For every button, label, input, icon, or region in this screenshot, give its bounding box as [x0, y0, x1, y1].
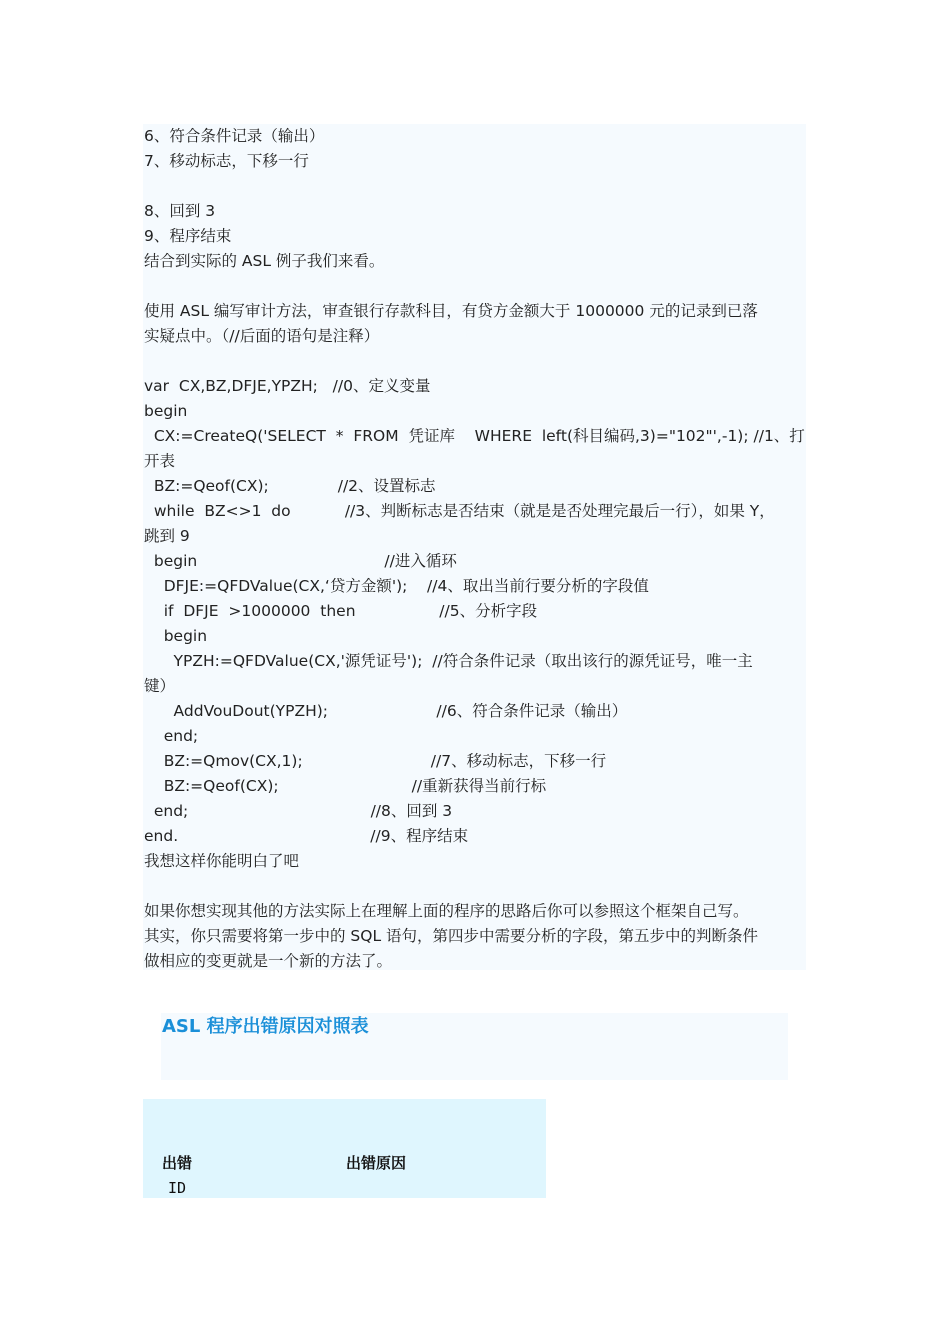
text-line: 结合到实际的 ASL 例子我们来看。 [144, 252, 385, 270]
text-line: AddVouDout(YPZH); //6、符合条件记录（输出） [144, 702, 628, 720]
text-line: end; //8、回到 3 [144, 802, 453, 820]
table-header-id: ID [168, 1179, 187, 1197]
table-header-error: 出错 [162, 1154, 193, 1172]
text-line: 6、符合条件记录（输出） [144, 127, 325, 145]
text-line: 开表 [144, 452, 176, 470]
text-line: CX:=CreateQ('SELECT * FROM 凭证库 WHERE left(科目编码,3)="102"',-1); //1、打 [144, 427, 805, 445]
text-line: end. //9、程序结束 [144, 827, 469, 845]
text-line: begin [144, 627, 208, 645]
text-line: 8、回到 3 [144, 202, 216, 220]
text-line: while BZ<>1 do //3、判断标志是否结束（就是是否处理完最后一行），如果 Y， [144, 502, 775, 520]
text-line: 键） [144, 677, 176, 695]
text-line: begin [144, 402, 188, 420]
text-line: 7、移动标志，下移一行 [144, 152, 309, 170]
error-table [143, 1099, 546, 1198]
text-line: 跳到 9 [144, 527, 190, 545]
text-line: end; [144, 727, 199, 745]
text-line: 9、程序结束 [144, 227, 232, 245]
text-line: BZ:=Qeof(CX); //重新获得当前行标 [144, 777, 547, 795]
text-line: if DFJE >1000000 then //5、分析字段 [144, 602, 538, 620]
text-line: 做相应的变更就是一个新的方法了。 [144, 952, 393, 970]
section-heading: ASL 程序出错原因对照表 [162, 1016, 369, 1037]
text-line: DFJE:=QFDValue(CX,‘贷方金额'); //4、取出当前行要分析的字段值 [144, 577, 649, 595]
text-line: 我想这样你能明白了吧 [144, 852, 300, 870]
text-line: YPZH:=QFDValue(CX,'源凭证号'); //符合条件记录（取出该行的源凭证号，唯一主 [144, 652, 753, 670]
text-line: var CX,BZ,DFJE,YPZH; //0、定义变量 [144, 377, 431, 395]
text-line: 如果你想实现其他的方法实际上在理解上面的程序的思路后你可以参照这个框架自己写。 [144, 902, 749, 920]
text-line: BZ:=Qeof(CX); //2、设置标志 [144, 477, 436, 495]
table-header-reason: 出错原因 [346, 1154, 407, 1172]
text-line: 其实，你只需要将第一步中的 SQL 语句，第四步中需要分析的字段，第五步中的判断条件 [144, 927, 759, 945]
text-line: begin //进入循环 [144, 552, 457, 570]
text-line: 使用 ASL 编写审计方法，审查银行存款科目，有贷方金额大于 1000000 元的记录到已落 [144, 302, 758, 320]
text-line: 实疑点中。（//后面的语句是注释） [144, 327, 380, 345]
text-line: BZ:=Qmov(CX,1); //7、移动标志，下移一行 [144, 752, 607, 770]
